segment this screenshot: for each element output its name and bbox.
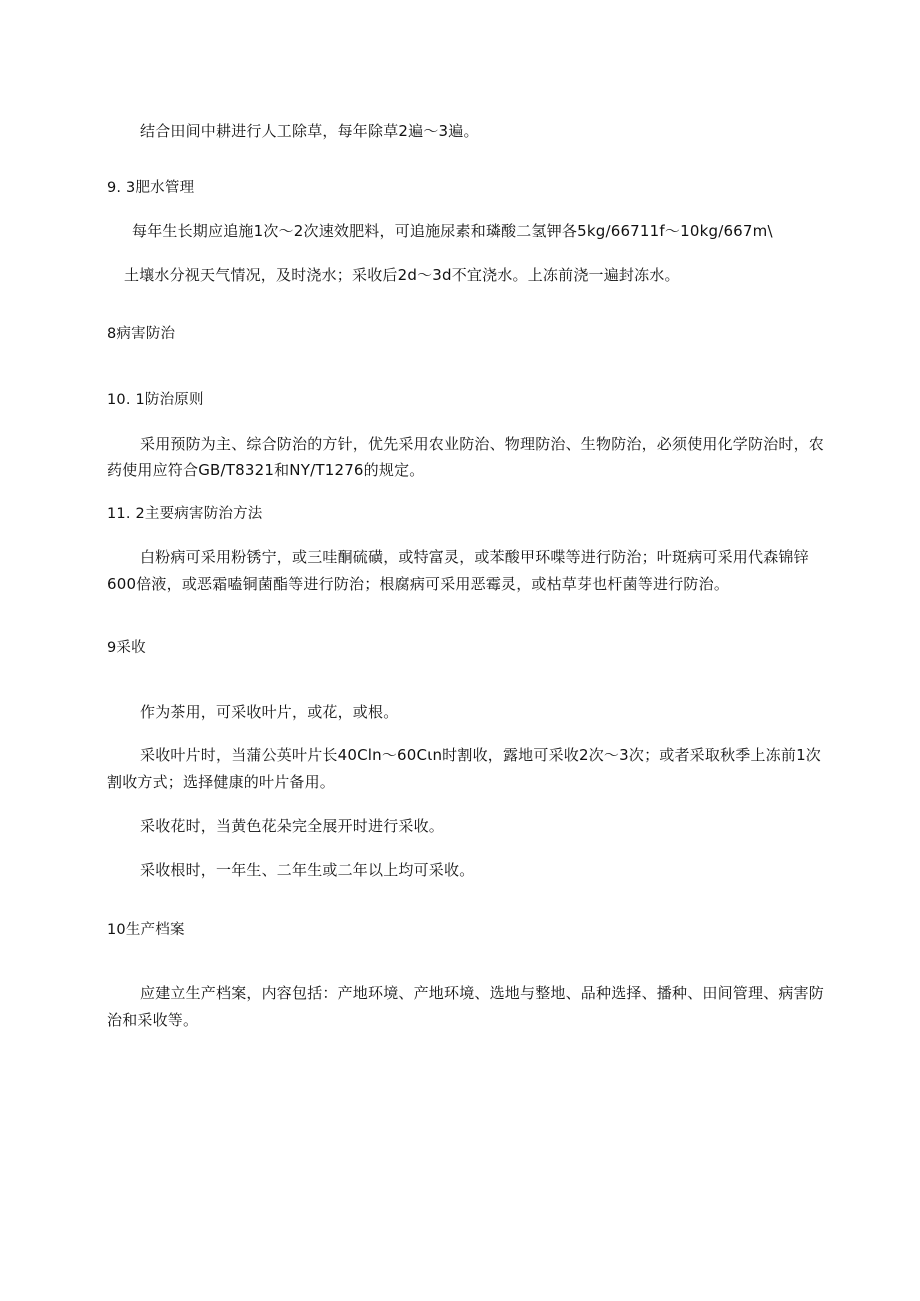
harvest-flower-paragraph: 采收花时，当黄色花朵完全展开时进行采收。 <box>140 817 445 835</box>
principle-paragraph-line-2: 药使用应符合GB/T8321和NY/T1276的规定。 <box>107 461 425 479</box>
records-paragraph-line-2: 治和采收等。 <box>107 1011 199 1029</box>
section-10-1-heading: 10. 1防治原则 <box>107 392 204 408</box>
section-9-heading: 9采收 <box>107 640 146 656</box>
section-11-2-heading: 11. 2主要病害防治方法 <box>107 506 263 522</box>
harvest-leaf-paragraph-line-2: 割收方式；选择健康的叶片备用。 <box>107 773 336 791</box>
harvest-leaf-paragraph-line-1: 采收叶片时，当蒲公英叶片长40Cln～60Cιn时割收，露地可采收2次～3次；或者采取秋季上冻前1次 <box>140 746 822 764</box>
methods-paragraph-line-1: 白粉病可采用粉锈宁，或三哇酮硫磺，或特富灵，或苯酸甲环喋等进行防治；叶斑病可采用代森锦锌 <box>140 548 809 566</box>
records-paragraph-line-1: 应建立生产档案，内容包括：产地环境、产地环境、选地与整地、品种选择、播种、田间管理、病害防 <box>140 984 825 1002</box>
weeding-paragraph: 结合田间中耕进行人工除草，每年除草2遍～3遍。 <box>140 122 479 140</box>
harvest-tea-paragraph: 作为茶用，可采收叶片，或花，或根。 <box>140 703 399 721</box>
section-9-3-heading: 9. 3肥水管理 <box>107 180 195 196</box>
harvest-root-paragraph: 采收根时，一年生、二年生或二年以上均可采收。 <box>140 861 475 879</box>
section-10-heading: 10生产档案 <box>107 922 185 938</box>
section-8-heading: 8病害防治 <box>107 326 176 342</box>
principle-paragraph-line-1: 采用预防为主、综合防治的方针，优先采用农业防治、物理防治、生物防治，必须使用化学防治时，农 <box>140 435 825 453</box>
methods-paragraph-line-2: 600倍液，或恶霜嗑铜菌酯等进行防治；根腐病可采用恶霉灵，或枯草芽也杆菌等进行防治。 <box>107 575 730 593</box>
fertilizer-paragraph-line-1: 每年生长期应追施1次～2次速效肥料，可追施尿素和璘酸二氢钾各5kg∕66711f～10kg∕667m\ <box>132 222 773 240</box>
fertilizer-paragraph-line-2: 土壤水分视天气情况，及时浇水；采收后2d～3d不宜浇水。上冻前浇一遍封冻水。 <box>124 266 680 284</box>
